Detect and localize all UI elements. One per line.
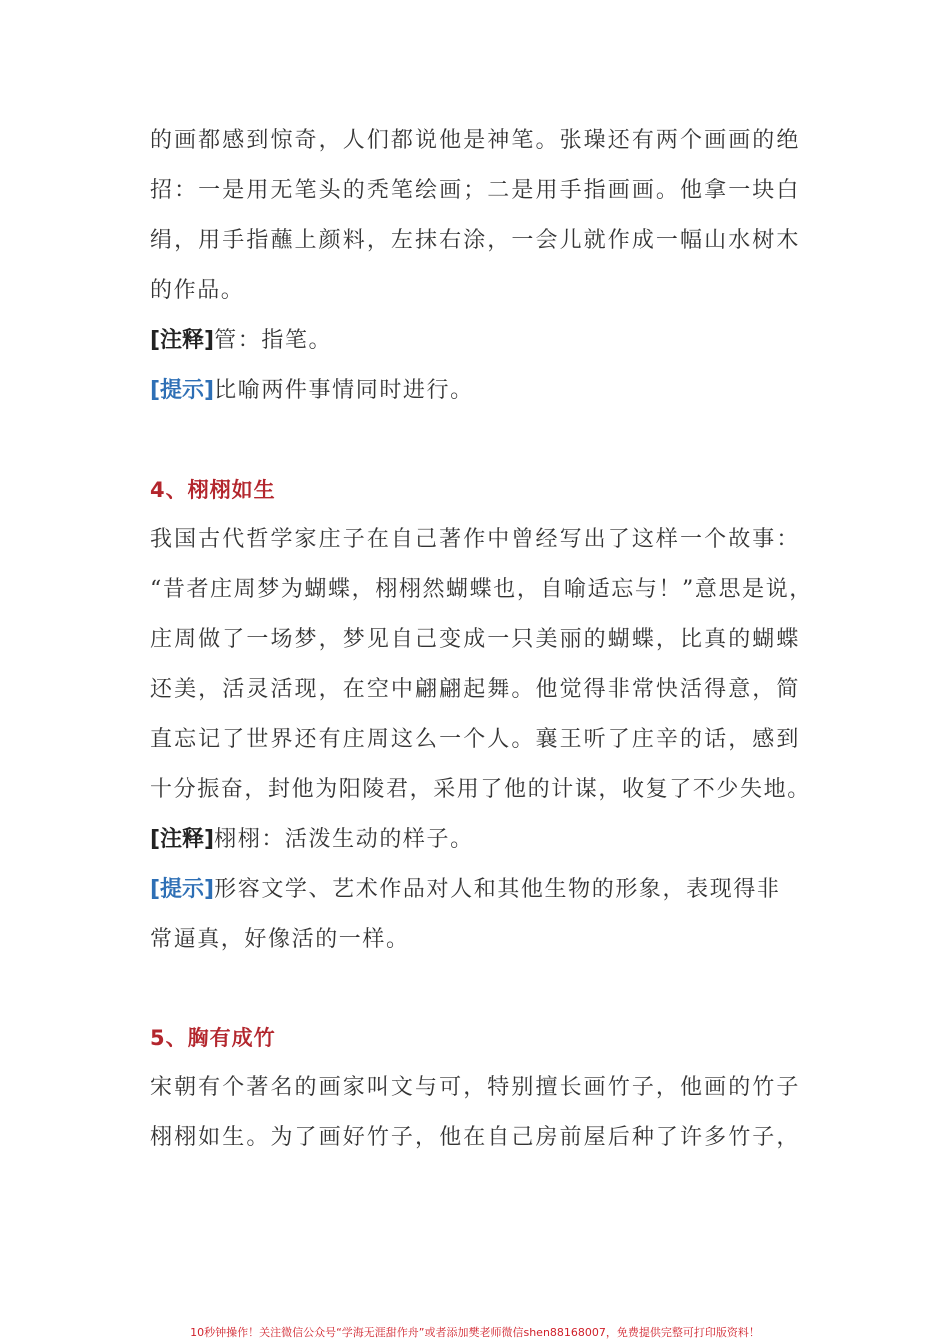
paragraph-line: 招：一是用无笔头的秃笔绘画；二是用手指画画。他拿一块白 <box>150 178 800 203</box>
note-line <box>150 825 800 855</box>
hint-line <box>150 376 800 406</box>
note-text: 管：指笔。 <box>214 328 333 353</box>
hint-line <box>150 875 800 905</box>
paragraph-line: 庄周做了一场梦，梦见自己变成一只美丽的蝴蝶，比真的蝴蝶 <box>150 627 800 652</box>
hint-tag: [提示] <box>150 378 215 403</box>
paragraph-line: 还美，活灵活现，在空中翩翩起舞。他觉得非常快活得意，简 <box>150 677 800 702</box>
paragraph-line: 的画都感到惊奇，人们都说他是神笔。张璪还有两个画画的绝 <box>150 128 800 153</box>
paragraph-line: 直忘记了世界还有庄周这么一个人。襄王听了庄辛的话，感到 <box>150 727 800 752</box>
note-tag: [注释] <box>150 827 215 852</box>
paragraph-line: 宋朝有个著名的画家叫文与可，特别擅长画竹子，他画的竹子 <box>150 1075 800 1100</box>
footer-promo-text: 10秒钟操作！关注微信公众号“学海无涯甜作舟”或者添加樊老师微信shen88168007，免费提供完整可打印版资料！ <box>190 1326 760 1339</box>
paragraph-line: 栩栩如生。为了画好竹子，他在自己房前屋后种了许多竹子， <box>150 1125 800 1150</box>
hint-text-continued: 常逼真，好像活的一样。 <box>150 927 410 952</box>
hint-text: 形容文学、艺术作品对人和其他生物的形象，表现得非 <box>214 877 781 902</box>
hint-tag: [提示] <box>150 877 215 902</box>
paragraph-line: “昔者庄周梦为蝴蝶，栩栩然蝴蝶也，自喻适忘与！”意思是说， <box>150 577 813 602</box>
note-text: 栩栩：活泼生动的样子。 <box>214 827 474 852</box>
paragraph-line: 十分振奋，封他为阳陵君，采用了他的计谋，收复了不少失地。 <box>150 777 811 802</box>
note-line <box>150 326 800 356</box>
paragraph-line: 我国古代哲学家庄子在自己著作中曾经写出了这样一个故事： <box>150 527 800 552</box>
section-heading: 5、胸有成竹 <box>150 1026 276 1050</box>
hint-text: 比喻两件事情同时进行。 <box>214 378 474 403</box>
section-heading: 4、栩栩如生 <box>150 478 276 502</box>
note-tag: [注释] <box>150 328 215 353</box>
paragraph-line: 绢，用手指蘸上颜料，左抹右涂，一会儿就作成一幅山水树木 <box>150 228 800 253</box>
paragraph-line: 的作品。 <box>150 278 245 303</box>
